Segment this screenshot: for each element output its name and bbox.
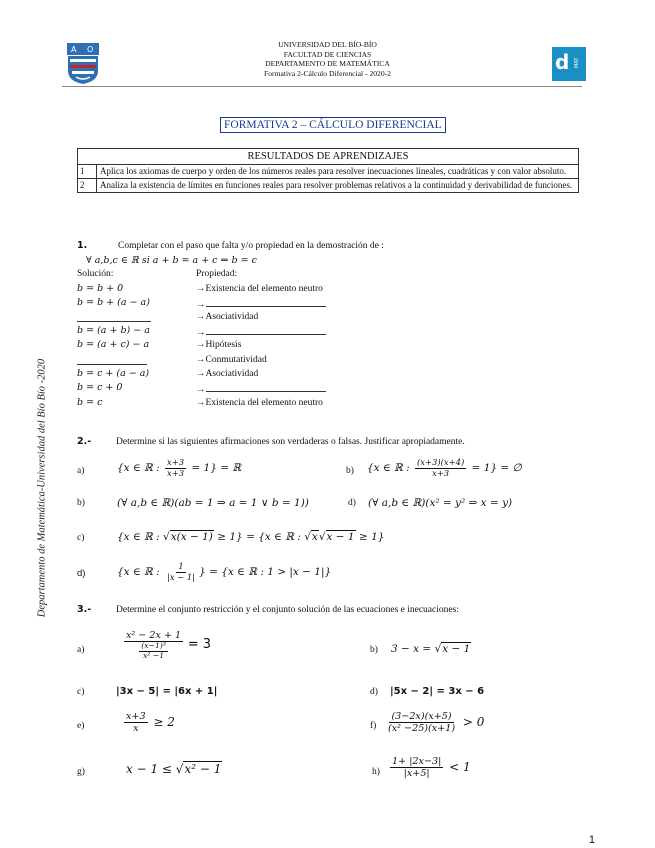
q3-label-g: g)	[77, 767, 85, 777]
university-name: UNIVERSIDAD DEL BÍO-BÍO	[278, 40, 377, 49]
q1-property: →Asociatividad	[196, 312, 259, 322]
q2-label-c: b)	[77, 498, 85, 508]
q2-statement: Determine si las siguientes afirmaciones son verdaderas o falsas. Justificar apropiadamente.	[116, 437, 465, 447]
svg-text:O: O	[87, 45, 94, 54]
q3-label-e: e)	[77, 721, 85, 731]
q2-label-e: c)	[77, 533, 85, 543]
q2-item-b: {x ∈ ℝ : $\frac{(x+3)(x+4)}{x+3}$ = 1} = ∅	[367, 457, 522, 478]
q2-label-b: b)	[346, 466, 354, 476]
q2-item-f: {x ∈ ℝ : $\frac{1}{|x - 1|}$ } = {x ∈ ℝ : 1 > |x − 1|}	[117, 561, 332, 582]
q1-solution-label: Solución:	[77, 269, 114, 279]
outcome-text: Analiza la existencia de límites en funciones reales para resolver problemas relativos a la continuidad y derivabilidad de funciones.	[97, 179, 579, 193]
document-title: FORMATIVA 2 – CÁLCULO DIFERENCIAL	[220, 117, 446, 133]
q1-property-blank	[196, 382, 326, 396]
q2-item-a: {x ∈ ℝ : $\frac{x+3}{x+3}$ = 1} = ℝ	[117, 457, 242, 478]
q2-label-a: a)	[77, 466, 85, 476]
q1-step: b = c + (a − a)	[77, 368, 150, 379]
q3-label-c: c)	[77, 687, 85, 697]
q2-number: 2.-	[77, 436, 92, 447]
q3-item-c: |3x − 5| = |6x + 1|	[116, 686, 218, 697]
q1-property: →Conmutatividad	[196, 355, 267, 365]
q1-property-arrow: →	[196, 300, 206, 310]
q3-item-f: $\frac{(3-2x)(x+5)}{\text{(x² −25)(x+1)}}$ > 0	[388, 711, 485, 735]
outcome-number: 1	[78, 165, 97, 179]
learning-outcomes-table	[77, 148, 579, 193]
q1-step-blank	[77, 364, 147, 365]
q1-property: →Existencia del elemento neutro	[196, 284, 323, 294]
q1-statement: Completar con el paso que falta y/o propiedad en la demostración de :	[118, 241, 384, 251]
q3-item-h: $\frac{1+ |2x-3|}{|x+5|}$ < 1	[392, 756, 471, 780]
table-row	[78, 165, 579, 179]
q1-step: b = b + (a − a)	[77, 297, 150, 308]
q3-item-b: 3 − x = √x − 1	[391, 643, 471, 655]
q1-property-label: Propiedad:	[196, 269, 238, 279]
course-line: Formativa 2-Cálculo Diferencial - 2020-2	[264, 68, 391, 78]
q3-label-b: b)	[370, 645, 378, 655]
q3-item-d: |5x − 2| = 3x − 6	[390, 686, 485, 697]
outcome-number: 2	[78, 179, 97, 193]
outcome-text: Aplica los axiomas de cuerpo y orden de los números reales para resolver inecuaciones lineales, cuadráticas y con valor absoluto.	[97, 165, 579, 179]
q1-blank-line	[206, 297, 326, 307]
q2-label-d: d)	[348, 498, 356, 508]
q2-item-e: {x ∈ ℝ : √x(x − 1) ≥ 1} = {x ∈ ℝ : √x√x − 1 ≥ 1}	[117, 531, 385, 543]
q3-label-h: h)	[372, 767, 380, 777]
q3-label-a: a)	[77, 645, 85, 655]
q1-property-arrow: →	[196, 385, 206, 395]
q1-step: b = (a + c) − a	[77, 339, 150, 350]
header-rule	[62, 86, 582, 87]
faculty-name: FACULTAD DE CIENCIAS	[283, 49, 372, 59]
q1-step: b = c + 0	[77, 382, 123, 393]
q3-item-e: $\frac{x+3}{x}$ ≥ 2	[126, 711, 175, 735]
q1-blank-line	[206, 325, 326, 335]
q1-step: b = b + 0	[77, 283, 124, 294]
q2-label-f: d)	[77, 568, 86, 579]
q1-blank-line	[206, 382, 326, 392]
q3-item-a: $\frac{\text{x² − 2x + 1}}{\frac{\text{(x−1)³}}{\text{x² −1}}}$ = 3	[126, 630, 212, 660]
q1-step-blank	[77, 321, 151, 322]
svg-text:A: A	[71, 45, 77, 54]
q1-property-blank	[196, 297, 326, 311]
q2-item-d: (∀ a,b ∈ ℝ)(x² = y² ⇒ x = y)	[368, 497, 513, 509]
page-number: 1	[588, 834, 595, 846]
q1-property: →Hipótesis	[196, 340, 242, 350]
q1-property-arrow: →	[196, 328, 206, 338]
q2-item-c: (∀ a,b ∈ ℝ)(ab = 1 ⇒ a = 1 ∨ b = 1))	[117, 497, 309, 509]
q3-item-g: x − 1 ≤ √x² − 1	[126, 762, 222, 776]
svg-text:MAT: MAT	[574, 57, 580, 68]
department-name: DEPARTAMENTO DE MATEMÁTICA	[265, 59, 390, 69]
table-row	[78, 179, 579, 193]
q1-step: b = (a + b) − a	[77, 325, 150, 336]
q3-number: 3.-	[77, 604, 92, 615]
q1-property: →Asociatividad	[196, 369, 259, 379]
outcomes-heading: RESULTADOS DE APRENDIZAJES	[78, 149, 579, 165]
q1-claim: ∀ a,b,c ∈ ℝ si a + b = a + c ⇒ b = c	[86, 255, 257, 266]
side-watermark-text: Departamento de Matemática-Universidad del Bío Bío -2020	[36, 358, 48, 618]
q3-statement: Determine el conjunto restricción y el conjunto solución de las ecuaciones e inecuaciones:	[116, 605, 459, 615]
page-header	[0, 40, 655, 78]
q1-number: 1.	[77, 240, 88, 251]
q3-label-f: f)	[370, 721, 377, 731]
svg-text:d: d	[555, 50, 570, 74]
q1-property: →Existencia del elemento neutro	[196, 398, 323, 408]
q3-label-d: d)	[370, 687, 378, 697]
q1-property-blank	[196, 325, 326, 339]
q1-step: b = c	[77, 397, 103, 408]
